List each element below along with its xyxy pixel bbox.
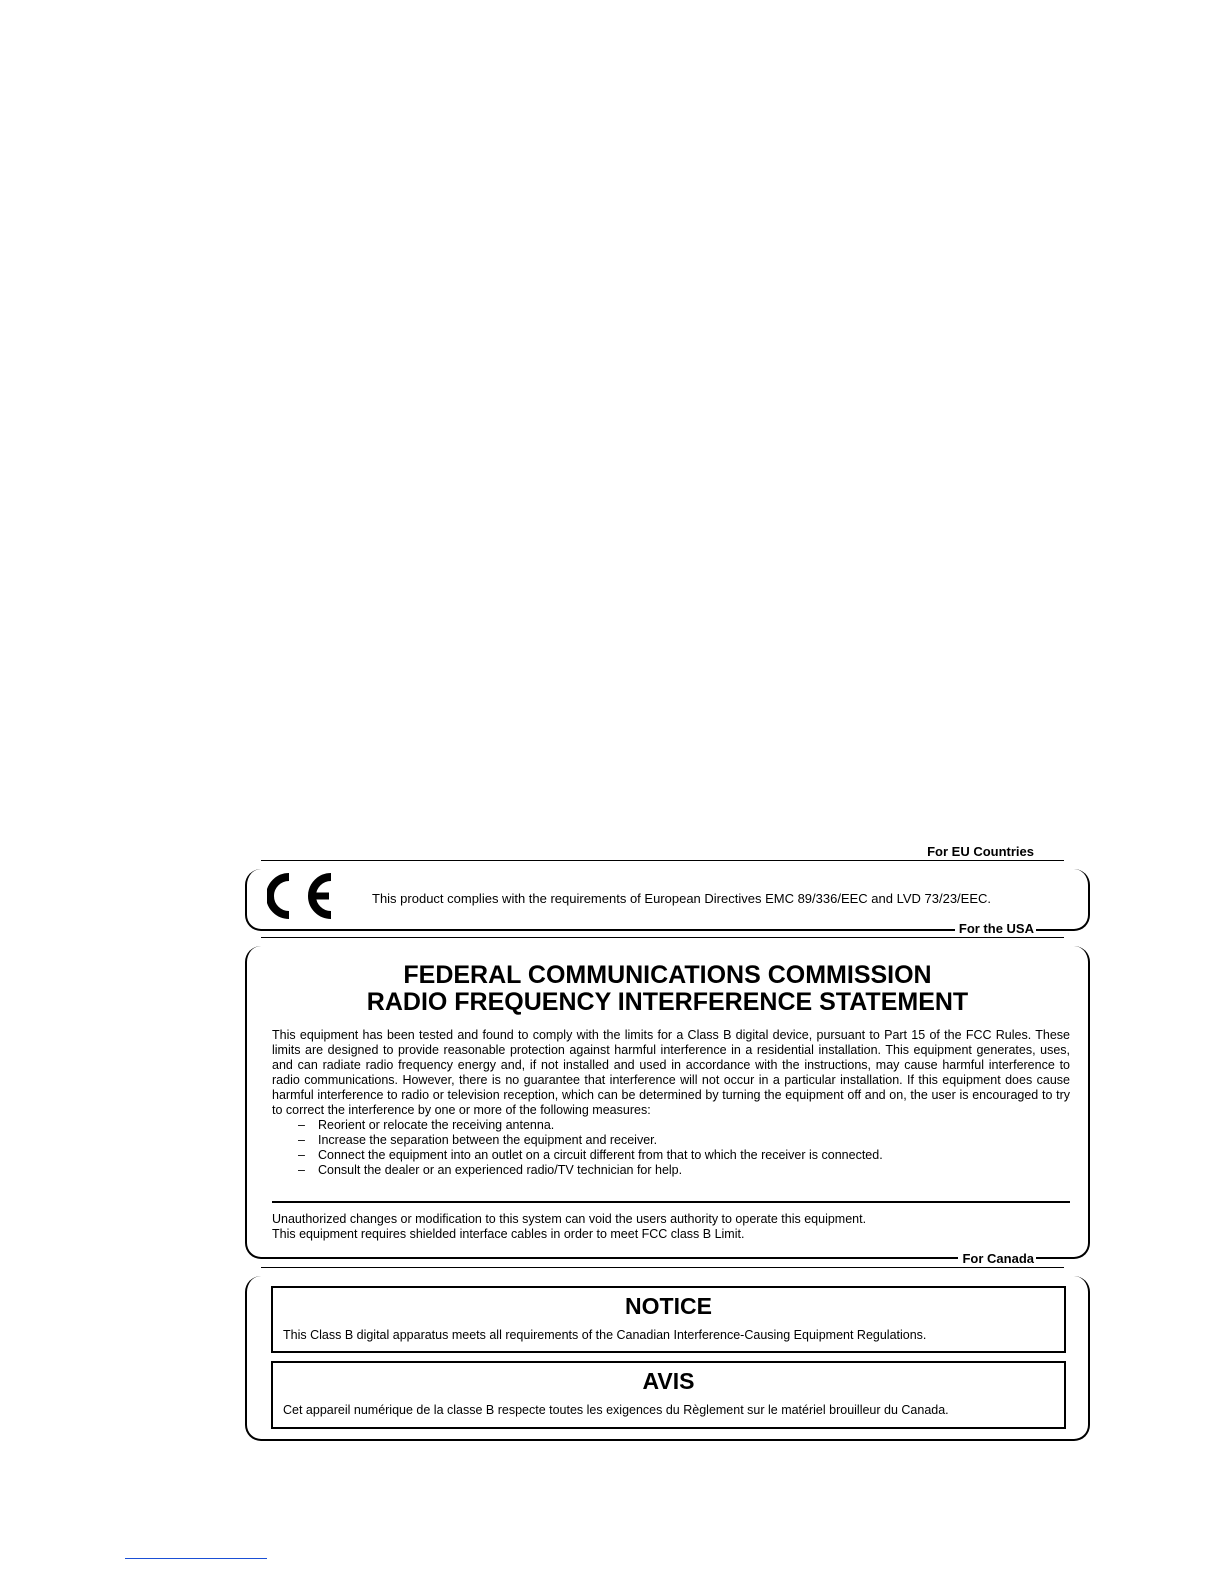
avis-box [271, 1361, 1066, 1429]
eu-header-rule [261, 844, 1064, 861]
footnote-rule [125, 1558, 267, 1559]
notice-box [271, 1286, 1066, 1353]
fcc-statement [272, 1028, 1070, 1178]
avis-title: AVIS [642, 1368, 695, 1394]
eu-compliance-text: This product complies with the requirements of European Directives EMC 89/336/EEC and LVD 73/23/EEC. [372, 891, 992, 906]
fcc-footer-line1: Unauthorized changes or modification to this system can void the users authority to operate this equipment. [272, 1212, 867, 1226]
notice-text: This Class B digital apparatus meets all requirements of the Canadian Interference-Causing Equipment Regulations. [283, 1328, 927, 1342]
fcc-title-line1: FEDERAL COMMUNICATIONS COMMISSION [403, 961, 932, 989]
usa-fcc-panel [245, 921, 1090, 1259]
list-item: – Increase the separation between the equipment and receiver. [298, 1133, 1070, 1148]
list-item: – Connect the equipment into an outlet on a circuit different from that to which the receiver is connected. [298, 1148, 1070, 1163]
canada-panel [245, 1251, 1090, 1441]
canada-header-rule [261, 1251, 1064, 1268]
list-item: – Consult the dealer or an experienced radio/TV technician for help. [298, 1163, 1070, 1178]
avis-text: Cet appareil numérique de la classe B respecte toutes les exigences du Règlement sur le matériel brouilleur du Canada. [283, 1403, 949, 1417]
fcc-footer [272, 1212, 1070, 1242]
fcc-title-line2: RADIO FREQUENCY INTERFERENCE STATEMENT [366, 988, 969, 1016]
fcc-measures-list [272, 1118, 1070, 1178]
list-item: – Reorient or relocate the receiving antenna. [298, 1118, 1070, 1133]
usa-header-rule [261, 921, 1064, 938]
fcc-title [247, 962, 1088, 1016]
canada-header-label: For Canada [958, 1251, 1036, 1267]
fcc-divider [272, 1201, 1070, 1203]
fcc-footer-line2: This equipment requires shielded interface cables in order to meet FCC class B Limit. [272, 1227, 745, 1241]
notice-title: NOTICE [625, 1293, 712, 1319]
eu-header-label: For EU Countries [923, 844, 1036, 860]
ce-mark-logo [267, 873, 339, 919]
fcc-body-text: This equipment has been tested and found to comply with the limits for a Class B digital device, pursuant to Part 15 of the FCC Rules. These limits are designed to provide reasonable protection against harmful interference in a residential installation. This equipment generates, uses, and can radiate radio frequency energy and, if not installed and used in accordance with the instructions, may cause harmful interference to radio communications. However, there is no guarantee that interference will not occur in a particular installation. If this equipment does cause harmful interference to radio or television reception, which can be determined by turning the equipment off and on, the user is encouraged to try to correct the interference by one or more of the following measures: [272, 1028, 1070, 1117]
usa-header-label: For the USA [955, 921, 1036, 937]
